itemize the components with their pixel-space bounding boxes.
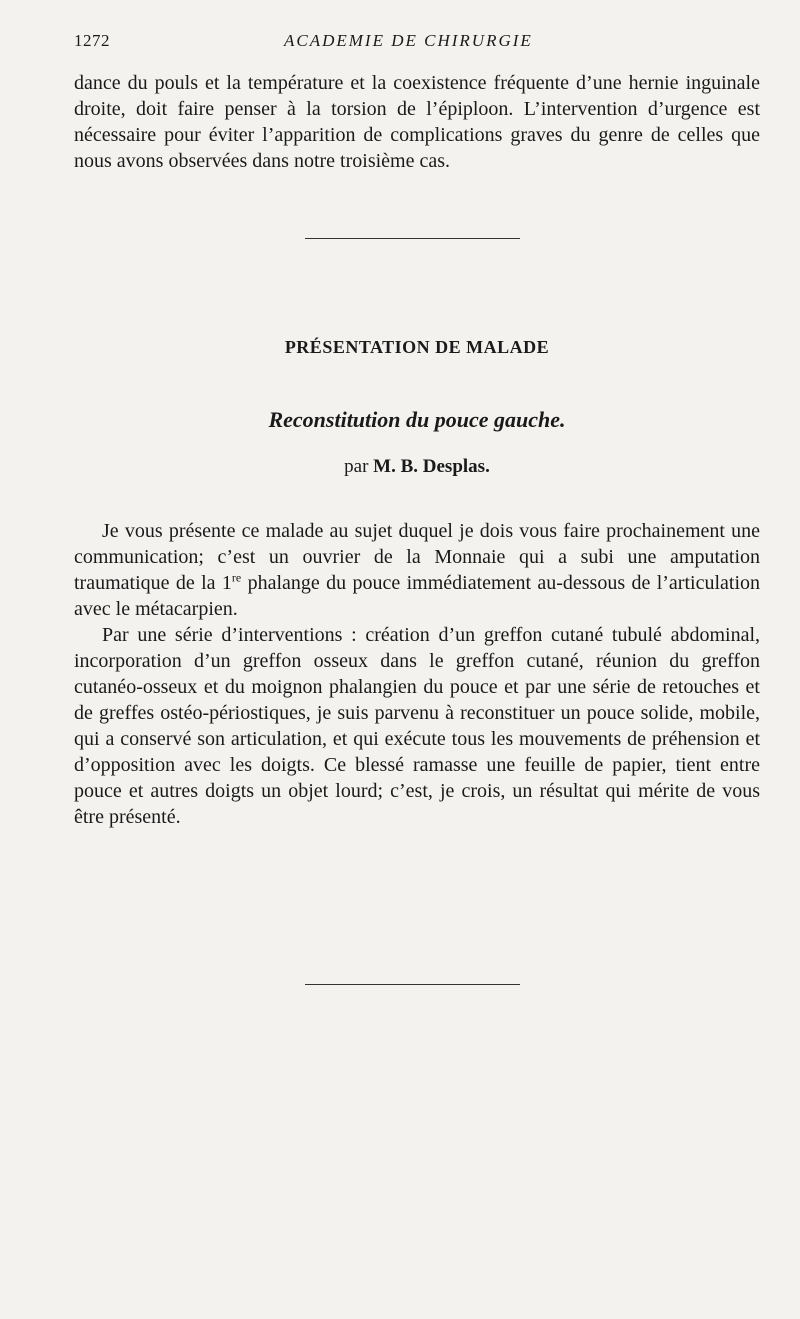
body-paragraph-1-text-b: phalange du pouce immédiatement au-dessous de l’articulation avec le métacarpien. xyxy=(74,572,761,620)
ordinal-superscript: re xyxy=(231,570,242,585)
body-paragraph-1 xyxy=(74,518,760,622)
section-divider-top xyxy=(305,238,520,239)
author-name: M. B. Desplas. xyxy=(373,456,490,477)
section-divider-bottom xyxy=(305,984,520,985)
continuation-paragraph: dance du pouls et la température et la coexistence fréquente d’une hernie inguinale droite, doit faire penser à la torsion de l’épiploon. L’intervention d’urgence est nécessaire pour éviter l’apparition de complications graves du genre de celles que nous avons observées dans notre troisième cas. xyxy=(74,72,760,172)
body-paragraph-2: Par une série d’interventions : création d’un greffon cutané tubulé abdominal, incorporation d’un greffon osseux dans le greffon cutané, réunion du greffon cutanéo-osseux et du moignon phalangien du pouce et par une série de retouches et de greffes ostéo-périostiques, je suis parvenu à reconstituer un pouce solide, mobile, qui a conservé son articulation, et qui exécute tous les mouvements de préhension et d’opposition avec les doigts. Ce blessé ramasse une feuille de papier, tient entre pouce et autres doigts un objet lourd; c’est, je crois, un résultat qui mérite de vous être présenté. xyxy=(74,624,760,828)
byline xyxy=(74,456,760,478)
section-heading: PRÉSENTATION DE MALADE xyxy=(284,337,550,357)
article-title: Reconstitution du pouce gauche. xyxy=(268,407,566,432)
body-paragraph-1-text-a: Je vous présente ce malade au sujet duquel je dois vous faire prochainement une communication; c’est un ouvrier de la Monnaie qui a subi une amputation traumatique de la 1 xyxy=(74,520,760,594)
page-number: 1272 xyxy=(74,31,110,50)
journal-title: ACADEMIE DE CHIRURGIE xyxy=(284,31,533,50)
running-header xyxy=(74,31,760,55)
byline-prefix: par xyxy=(344,456,369,477)
